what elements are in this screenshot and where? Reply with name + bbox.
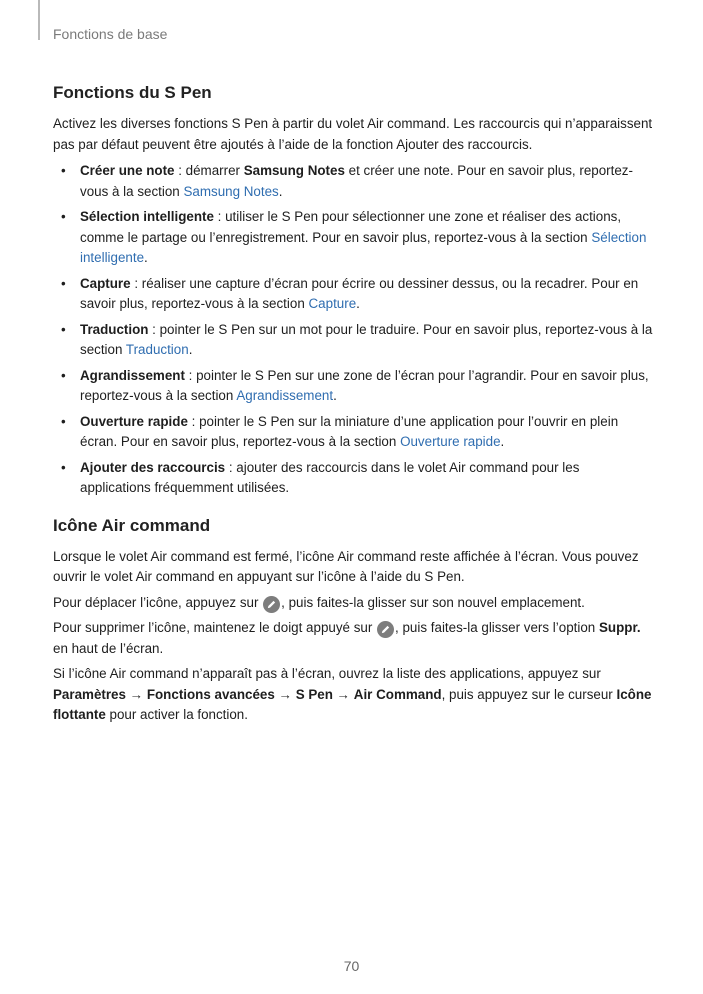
text: Si l’icône Air command n’apparaît pas à l’écran, ouvrez la liste des applications, appuyez sur [53,666,601,681]
text: pour activer la fonction. [105,707,248,722]
page-number: 70 [343,958,360,974]
bullet: • [61,163,66,178]
s-pen-intro: Activez les diverses fonctions S Pen à partir du volet Air command. Les raccourcis qui n’apparaissent pas par défaut peuvent être ajoutés à l’aide de la fonction Ajouter des raccourcis. [53,116,653,152]
option-icone-flottante: Icône flottante [53,686,652,722]
arrow: → [278,686,292,702]
bullet: • [61,413,66,429]
path-s-pen: S Pen [295,686,333,702]
bullet: • [61,321,66,337]
link-ouverture-rapide[interactable]: Ouverture rapide [400,434,501,449]
term: Agrandissement [80,367,185,383]
text: . [333,388,337,403]
bullet: • [61,459,66,475]
air-command-p4 [53,664,653,726]
text: : réaliser une capture d’écran pour écrire ou dessiner dessus, ou la recadrer. Pour en savoir plus, reportez-vous à la section [80,275,639,311]
term: Sélection intelligente [80,209,214,224]
arrow: → [129,686,144,702]
list-item [53,207,653,269]
term: Traduction [80,321,149,337]
list-item [53,320,653,361]
air-command-pen-icon [263,596,280,613]
text: : pointer le S Pen sur la miniature d’une application pour l’ouvrir en plein écran. Pour en savoir plus, reportez-vous à la section [80,413,619,449]
path-fonctions-avancees: Fonctions avancées [146,686,275,702]
text: : utiliser le S Pen pour sélectionner une zone et réaliser des actions, comme le partage ou l’enregistrement. Pour en savoir plus, reportez-vous à la section [80,209,622,245]
text: : pointer le S Pen sur une zone de l’écran pour l’agrandir. Pour en savoir plus, reportez-vous à la section [80,367,649,403]
air-command-pen-icon [377,621,394,638]
bullet: • [61,275,66,291]
list-item [53,412,653,453]
text: , puis faites-la glisser vers l’option [395,620,599,635]
term: Ouverture rapide [80,413,188,429]
text: Pour supprimer l’icône, maintenez le doigt appuyé sur [53,620,377,635]
list-item [53,161,653,202]
text: . [188,342,193,357]
arrow: → [336,686,351,702]
text: . [356,296,360,311]
list-item [53,274,653,315]
term: Créer une note [80,163,175,178]
term: Capture [80,275,131,291]
text: , puis appuyez sur le curseur [441,686,617,702]
text: en haut de l’écran. [53,640,164,656]
air-command-p1: Lorsque le volet Air command est fermé, l’icône Air command reste affichée à l’écran. Vous pouvez ouvrir le volet Air command en appuyant sur l’icône à l’aide du S Pen. [53,548,639,584]
header-rule [38,0,40,40]
list-item [53,458,653,499]
air-command-p2 [53,593,653,614]
link-traduction[interactable]: Traduction [125,342,189,357]
link-samsung-notes[interactable]: Samsung Notes [183,183,279,199]
text: : ajouter des raccourcis dans le volet Air command pour les applications fréquemment utilisées. [80,459,580,495]
text: et créer une note. Pour en savoir plus, reportez-vous à la section [80,163,633,199]
text: , puis faites-la glisser sur son nouvel emplacement. [281,594,585,610]
text: . [500,434,505,449]
section-title-s-pen: Fonctions du S Pen [53,83,212,102]
link-capture[interactable]: Capture [308,296,357,311]
running-header: Fonctions de base [53,26,168,42]
link-agrandissement[interactable]: Agrandissement [236,388,334,403]
list-item [53,366,653,407]
text: Pour déplacer l’icône, appuyez sur [53,594,263,610]
link-selection-intelligente[interactable]: Sélection intelligente [80,229,647,265]
section-title-air-command: Icône Air command [53,515,211,535]
text: : démarrer [174,163,244,178]
s-pen-feature-list [53,161,653,499]
text: . [278,183,283,199]
path-parametres: Paramètres [53,686,126,702]
term: Ajouter des raccourcis [80,459,226,475]
text: . [144,250,148,265]
air-command-p3 [53,618,653,659]
bullet: • [61,209,66,224]
text: : pointer le S Pen sur un mot pour le traduire. Pour en savoir plus, reportez-vous à la section [80,321,653,357]
option-suppr: Suppr. [598,620,641,635]
page-content [53,82,653,731]
app-name: Samsung Notes [243,163,345,178]
bullet: • [61,367,66,383]
path-air-command: Air Command [353,686,442,702]
